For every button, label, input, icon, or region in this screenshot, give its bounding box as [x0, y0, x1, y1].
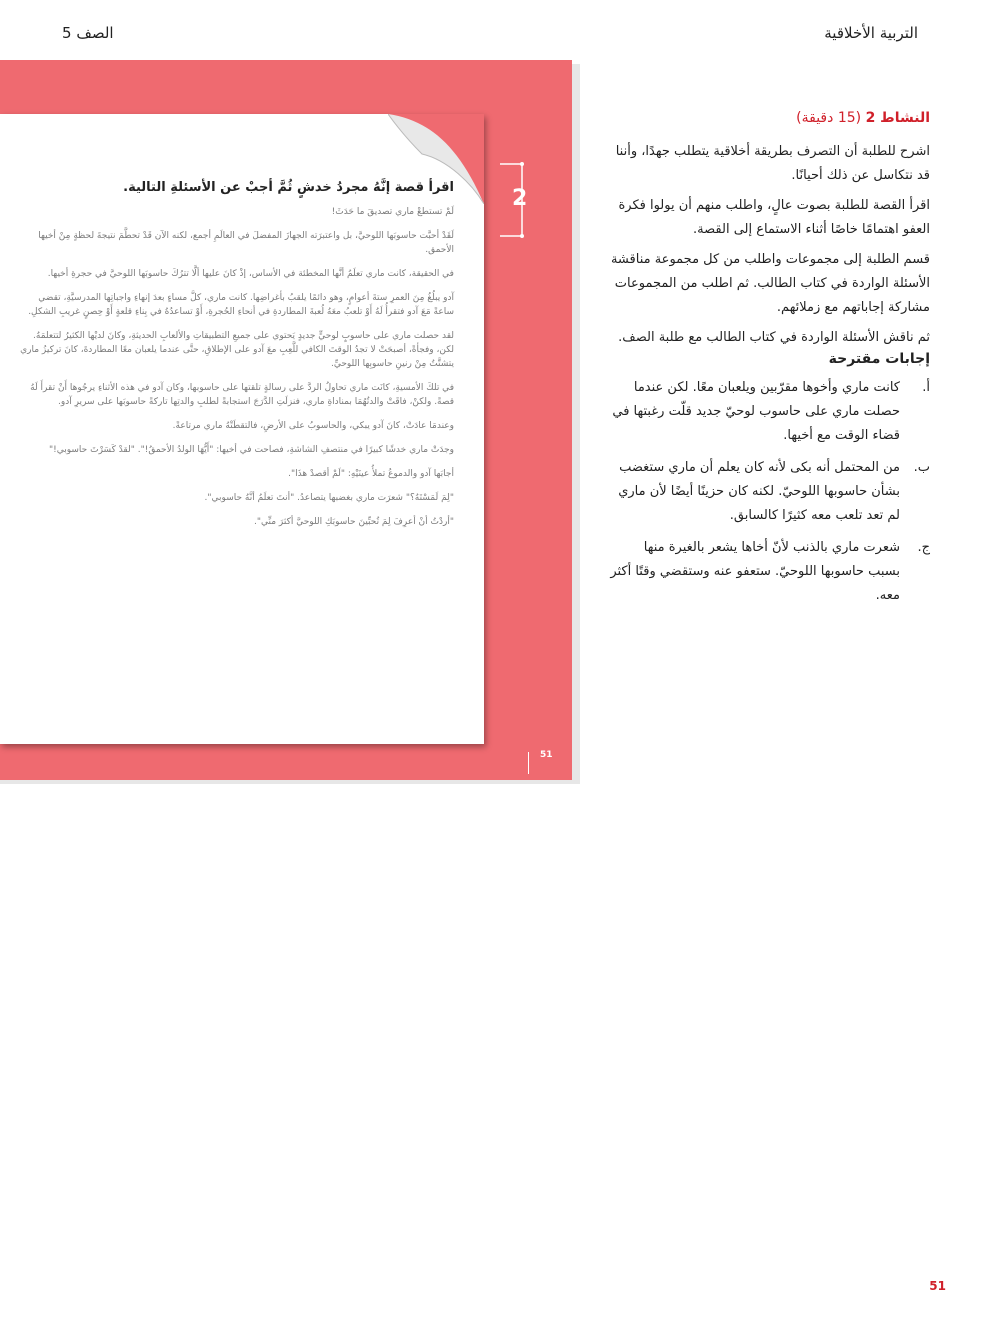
footer-page-number: 51 — [929, 1279, 946, 1293]
story-paragraphs — [20, 205, 454, 529]
answer-text: كانت ماري وأخوها مقرّبين ويلعبان معًا. لكن عندما حصلت ماري على حاسوب لوحيّ جديد قلّت رغبتها في قضاء الوقت مع أخيها. — [612, 380, 900, 443]
instruction-paragraph: ثم ناقش الأسئلة الواردة في كتاب الطالب مع طلبة الصف. — [618, 330, 930, 345]
header-grade: الصف 5 — [62, 24, 114, 42]
story-paragraph: لَمْ تستطعْ ماري تصديقَ ما حَدَثَ! — [331, 207, 454, 217]
book-page-number: 51 — [540, 750, 553, 760]
answer-item — [610, 536, 930, 608]
story-paragraph: وجدَتْ ماري خدشًا كبيرًا في منتصفِ الشاشةِ، فصاحت في أخيها: "أَيُّهَا الولدُ الأحمقُ!". "لقدْ كَسَرْتَ حاسوبي!" — [48, 445, 454, 455]
answer-item — [610, 456, 930, 528]
story-paragraph: لَقَدْ أحبَّت حاسوبَها اللوحيَّ، بل واعتبرَته الجهازَ المفضلَ في العالَمِ أجمع، لكنه الآن قَدْ تحطَّمَ نتيجةَ لحظةٍ مِنْ أخيها الأحمق. — [38, 231, 454, 255]
answer-label: ج. — [917, 540, 930, 555]
instruction-paragraph: قسم الطلبة إلى مجموعات واطلب من كل مجموعة مناقشة الأسئلة الواردة في كتاب الطالب. ثم اطلب من المجموعات مشاركة إجاباتهم مع زملائهم. — [610, 252, 930, 315]
step-number: 2 — [512, 186, 528, 211]
answer-text: من المحتمل أنه بكى لأنه كان يعلم أن ماري ستغضب بشأن حاسوبها اللوحيّ. لكنه كان حزينًا أيضًا لأن ماري لم تعد تلعب معه كثيرًا كالسابق. — [618, 460, 900, 523]
activity-title-bold: النشاط 2 — [865, 110, 930, 126]
instructions — [610, 140, 930, 356]
story-paragraph: أجابَها آدو والدموعُ تملأُ عينَيْهِ: "لَمْ أقصدْ هذَا". — [288, 469, 454, 479]
answer-label: ب. — [913, 460, 930, 475]
answer-item — [610, 376, 930, 448]
book-page-divider — [528, 752, 529, 774]
story-block — [20, 180, 454, 539]
story-paragraph: آدو يبلُغُ مِنَ العمرِ ستةَ أعوامٍ، وهو دائمًا يلقبُ بأغراضِها. كانت ماري، كلَّ مساءٍ بعدَ إنهاءِ واجباتِها المدرسيَّةِ، تقضي ساعةً مَعَ آدو فتقرأُ لَهُ أَوْ تلعبُ معَهُ لُعبةَ المطاردةِ في أنحاءِ الحُجرةِ، أَوْ تساعدُهُ في بِناءِ قلعةٍ أَوْ حِصنٍ غريبِ الشكلِ. — [28, 293, 454, 317]
header-subject: التربية الأخلاقية — [824, 24, 918, 42]
answer-text: شعرت ماري بالذنب لأنّ أخاها يشعر بالغيرة منها بسبب حاسوبها اللوحيّ. ستعفو عنه وستقضي وقتًا أكثر معه. — [610, 540, 900, 603]
activity-title — [610, 110, 930, 126]
story-paragraph: في تلكَ الأمسيةِ، كانَت ماري تحاولُ الردَّ على رسالةٍ تلقتها على حاسوبها، وكان آدو في هذه الأثناءِ يرجُوها أَنْ تقرأَ لَهُ قصةً. ولكنْ، فاقَتْ والدتُهُمَا بمناداةِ ماري، فنزلَتِ الدَّرَجَ استجابةً لطلبِ والدتِها تاركةً حاسوبَها على سريرِ آدو. — [30, 383, 454, 407]
story-paragraph: في الحقيقة، كانت ماري تعلَمُ أنَّها المخطئة في الأساس، إذْ كانَ عليها ألَّا تترُكَ حاسوبَها اللوحيَّ في حجرةِ أخيها. — [47, 269, 454, 279]
instruction-paragraph: اقرأ القصة للطلبة بصوت عالٍ، واطلب منهم أن يولوا فكرة العفو اهتمامًا خاصًا أثناء الاستماع إلى القصة. — [618, 198, 930, 237]
story-paragraph: "أردْتُ أنْ أعرِفَ لِمَ تُحبِّينَ حاسوبَكِ اللوحيَّ أكثرَ منِّي". — [254, 517, 454, 527]
answer-label: أ. — [922, 380, 930, 395]
answers-list — [610, 376, 930, 616]
story-paragraph: وعندمَا عادَتْ، كانَ آدو يبكي، والحاسوبُ على الأرضِ، فالتقطَتْهُ ماري مرتاعةً. — [172, 421, 454, 431]
story-title: اقرأ قصة إنَّهُ مجردُ خدشٍ ثُمَّ أجبْ عن الأسئلةِ التالية. — [123, 180, 454, 195]
story-paragraph: "لِمَ لَمَسْتَهُ؟" شعرَت ماري بغضبها يتصاعدُ. "أنتَ تعلَمُ أنَّهُ حاسوبي". — [204, 493, 454, 503]
instruction-paragraph: اشرح للطلبة أن التصرف بطريقة أخلاقية يتطلب جهدًا، وأننا قد نتكاسل عن ذلك أحيانًا. — [615, 144, 930, 183]
activity-duration: (15 دقيقة) — [796, 110, 866, 126]
answers-title: إجابات مقترحة — [828, 351, 930, 367]
story-paragraph: لقد حصلت ماري على حاسوبٍ لوحيٍّ جديدٍ يَحتوي على جميعِ التطبيقاتِ والألعابِ الحديثةِ، وكانَ لديْها الكثيرُ لتتعلمَهُ. لكن، وفجأةً، أصبحَتْ لا تجدُ الوقتَ الكافي للَّعِبِ معَ آدو على الإطلاقِ، حتَّى عندما يلعبان معًا المطاردةَ، كانَ تركيزُ ماري يتشتَّتُ مِنْ رنينِ حاسوبِها اللوحيِّ. — [20, 331, 454, 369]
